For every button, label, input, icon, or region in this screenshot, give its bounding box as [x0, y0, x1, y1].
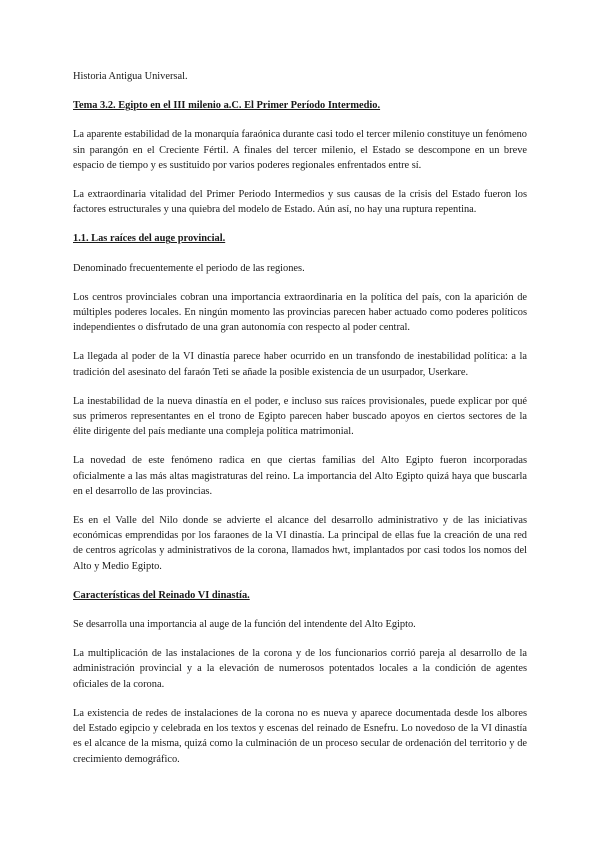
body-paragraph: La existencia de redes de instalaciones de la corona no es nueva y aparece documentada desde los albores del Estado egipcio y celebrada en los textos y escenas del reinado de Esnefru. Lo novedoso de la VI dinastía es el alcance de la misma, quizá como la culminación de un proceso secular de ordenación del territorio y de crecimiento demográfico.	[73, 707, 527, 765]
section-heading: Características del Reinado VI dinastía.	[73, 589, 250, 601]
document-page	[73, 69, 527, 781]
body-paragraph: La inestabilidad de la nueva dinastía en el poder, e incluso sus raíces provisionales, puede explicar por qué sus primeros representantes en el trono de Egipto parecen haber buscado apoyos en ciertos sectores de la élite dirigente del país mediante una compleja política matrimonial.	[73, 395, 527, 438]
body-paragraph: La novedad de este fenómeno radica en que ciertas familias del Alto Egipto fueron incorporadas oficialmente a las más altas magistraturas del reino. La importancia del Alto Egipto quizá haya que buscarla en el desarrollo de las provincias.	[73, 455, 527, 497]
body-paragraph: Denominado frecuentemente el periodo de las regiones.	[73, 262, 305, 274]
body-paragraph: La llegada al poder de la VI dinastía parece haber ocurrido en un transfondo de inestabilidad política: a la tradición del asesinato del faraón Teti se añade la posible existencia de un usurpador, Userkare.	[73, 351, 527, 378]
intro-paragraph: La extraordinaria vitalidad del Primer Periodo Intermedios y sus causas de la crisis del Estado fueron los factores estructurales y una quiebra del modelo de Estado. Aún así, no hay una ruptura repentina.	[73, 189, 527, 216]
body-paragraph: Es en el Valle del Nilo donde se advierte el alcance del desarrollo administrativo y de las iniciativas económicas emprendidas por los faraones de la VI dinastía. La principal de ellas fue la creación de una red de centros agrícolas y administrativos de la corona, llamados hwt, implantados por casi todos los nomos del Alto y Medio Egipto.	[73, 515, 527, 572]
document-header: Historia Antigua Universal.	[73, 71, 188, 82]
body-paragraph: La multiplicación de las instalaciones de la corona y de los funcionarios corrió pareja al desarrollo de la administración provincial y a la elevación de numerosos potentados locales a la condición de agentes oficiales de la corona.	[73, 648, 527, 690]
section-heading: 1.1. Las raíces del auge provincial.	[73, 233, 226, 245]
body-paragraph: Los centros provinciales cobran una importancia extraordinaria en la política del país, con la aparición de múltiples poderes locales. En ningún momento las provincias parecen haber actuado como poderes políticos independientes o disfrutado de una gran autonomía con respecto al poder central.	[73, 291, 527, 334]
document-title: Tema 3.2. Egipto en el III milenio a.C. El Primer Período Intermedio.	[73, 100, 381, 112]
body-paragraph: Se desarrolla una importancia al auge de la función del intendente del Alto Egipto.	[73, 619, 416, 631]
intro-paragraph: La aparente estabilidad de la monarquía faraónica durante casi todo el tercer milenio constituye un fenómeno sin parangón en el Creciente Fértil. A finales del tercer milenio, el Estado se descompone en un breve espacio de tiempo y es sustituido por varios poderes regionales enfrentados entre sí.	[73, 129, 527, 171]
